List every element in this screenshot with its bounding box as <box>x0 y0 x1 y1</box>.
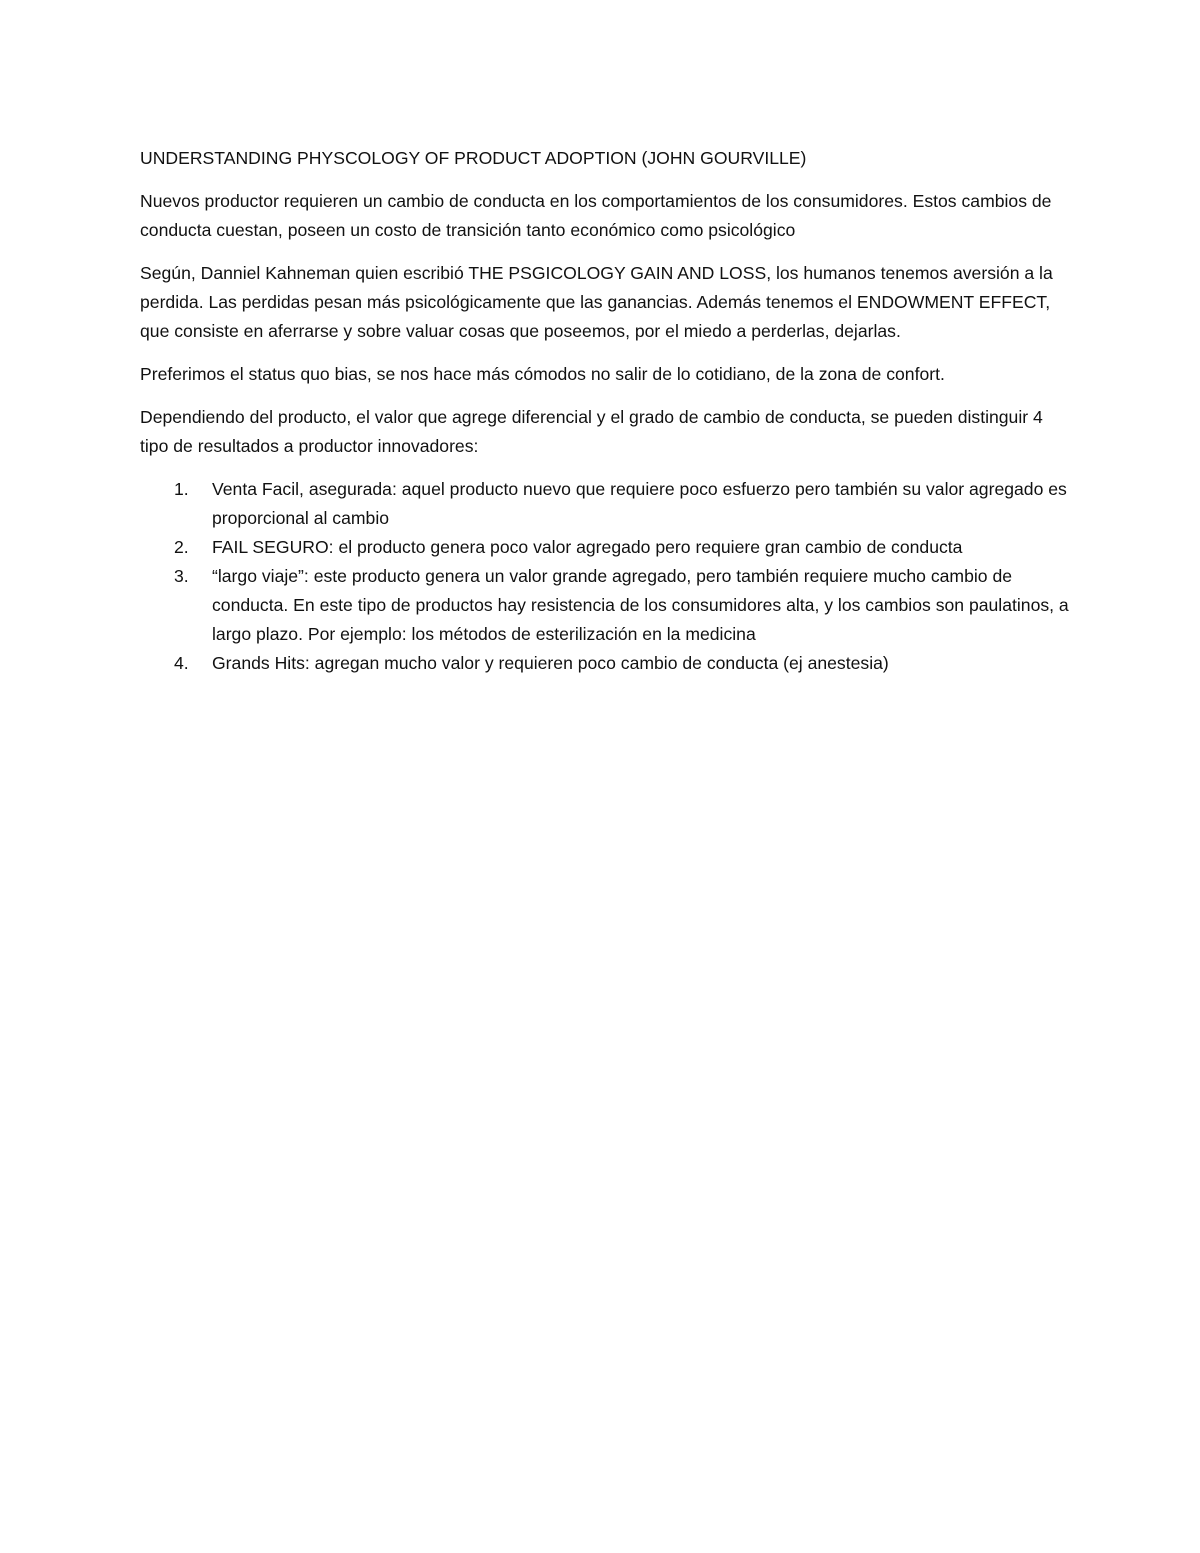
list-item-number: 2. <box>174 537 189 557</box>
document-body <box>140 144 1070 678</box>
paragraph-status-quo-bias: Preferimos el status quo bias, se nos hace más cómodos no salir de lo cotidiano, de la zona de confort. <box>140 364 945 384</box>
list-item <box>140 475 1070 533</box>
list-item <box>140 562 1070 649</box>
list-item-text: Venta Facil, asegurada: aquel producto nuevo que requiere poco esfuerzo pero también su valor agregado es proporcional al cambio <box>212 479 1067 528</box>
paragraph-behavior-change: Nuevos productor requieren un cambio de conducta en los comportamientos de los consumidores. Estos cambios de conducta cuestan, poseen un costo de transición tanto económico como psicológico <box>140 191 1052 240</box>
list-item-number: 4. <box>174 653 189 673</box>
list-item-text: “largo viaje”: este producto genera un valor grande agregado, pero también requiere mucho cambio de conducta. En este tipo de productos hay resistencia de los consumidores alta, y los cambios son paulatinos, a largo plazo. Por ejemplo: los métodos de esterilización en la medicina <box>212 566 1069 644</box>
list-item <box>140 533 1070 562</box>
result-types-list <box>140 475 1070 678</box>
list-item <box>140 649 1070 678</box>
list-item-text: Grands Hits: agregan mucho valor y requieren poco cambio de conducta (ej anestesia) <box>212 653 889 673</box>
paragraph-loss-aversion: Según, Danniel Kahneman quien escribió THE PSGICOLOGY GAIN AND LOSS, los humanos tenemos aversión a la perdida. Las perdidas pesan más psicológicamente que las ganancias. Además tenemos el ENDOWMENT EFFECT, que consiste en aferrarse y sobre valuar cosas que poseemos, por el miedo a perderlas, dejarlas. <box>140 263 1053 341</box>
list-item-text: FAIL SEGURO: el producto genera poco valor agregado pero requiere gran cambio de conducta <box>212 537 963 557</box>
paragraph-result-types: Dependiendo del producto, el valor que agrege diferencial y el grado de cambio de conducta, se pueden distinguir 4 tipo de resultados a productor innovadores: <box>140 407 1043 456</box>
list-item-number: 3. <box>174 566 189 586</box>
document-title: UNDERSTANDING PHYSCOLOGY OF PRODUCT ADOPTION (JOHN GOURVILLE) <box>140 148 807 168</box>
list-item-number: 1. <box>174 479 189 499</box>
